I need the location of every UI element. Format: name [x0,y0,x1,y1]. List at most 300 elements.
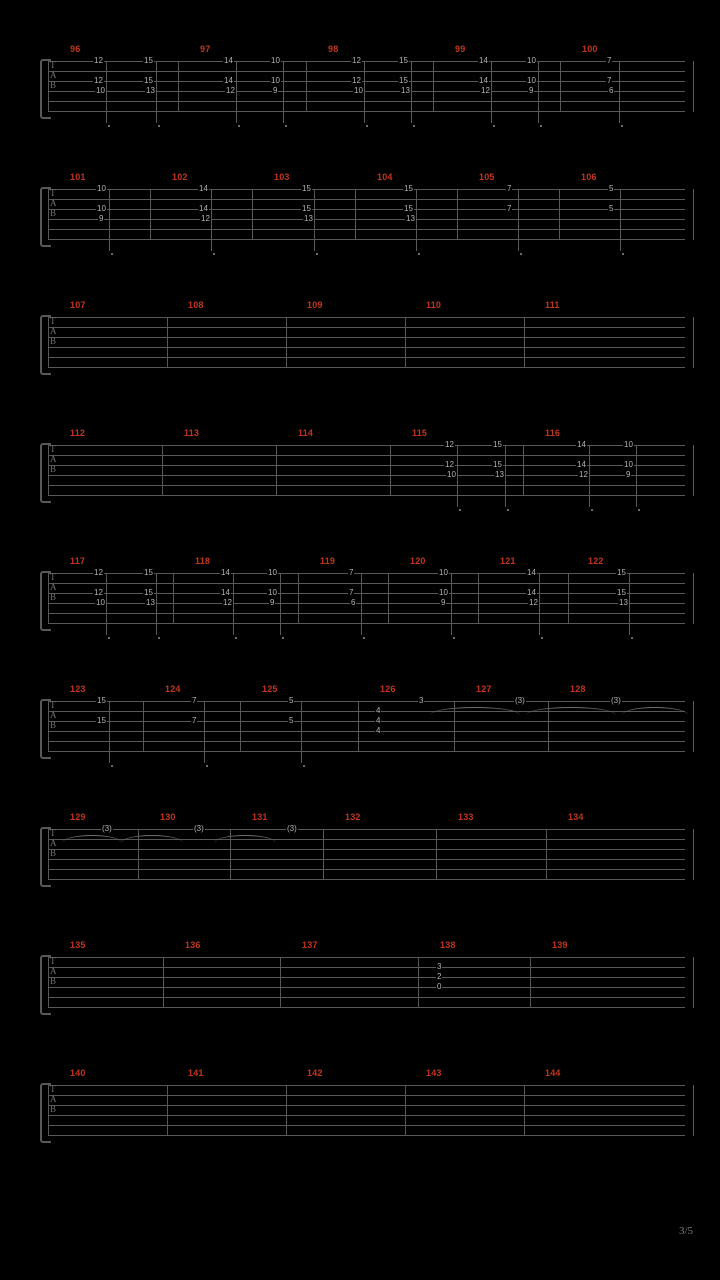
rhythm-dot [238,125,240,127]
barline [560,61,561,112]
tab-staff [40,56,685,119]
rhythm-dot [418,253,420,255]
staff-line [48,1115,685,1116]
fret-number: 12 [529,598,538,607]
tab-clef: T A B [50,188,57,218]
rhythm-dot [282,637,284,639]
measure-number: 129 [70,812,86,822]
note-stem [416,189,417,251]
tab-system [40,1068,685,1143]
measure-number: 106 [581,172,597,182]
rhythm-dot [520,253,522,255]
fret-number: 15 [97,716,106,725]
fret-number: (3) [194,824,204,833]
tab-clef: T A B [50,956,57,986]
measure-number: 144 [545,1068,561,1078]
fret-number: 6 [351,598,356,607]
fret-number: 15 [404,184,413,193]
measure-number: 100 [582,44,598,54]
measure-number: 127 [476,684,492,694]
note-stem [106,61,107,123]
barline [240,701,241,752]
fret-number: (3) [611,696,621,705]
rhythm-dot [363,637,365,639]
barline [693,189,694,240]
note-stem [505,445,506,507]
note-stem [538,61,539,123]
note-stem [109,701,110,763]
fret-number: 12 [445,440,454,449]
tab-system [40,684,685,759]
fret-number: 7 [507,204,512,213]
fret-number: 10 [439,568,448,577]
fret-number: 12 [94,76,103,85]
staff-line [48,229,685,230]
measure-number: 132 [345,812,361,822]
staff-line [48,71,685,72]
barline [358,701,359,752]
fret-number: 14 [577,460,586,469]
fret-number: 15 [144,568,153,577]
fret-number: 14 [199,184,208,193]
rhythm-dot [158,125,160,127]
fret-number: 12 [352,56,361,65]
barline [457,189,458,240]
fret-number: 7 [192,696,197,705]
staff-line [48,613,685,614]
fret-number: 15 [302,204,311,213]
note-stem [518,189,519,251]
fret-number: 7 [607,76,612,85]
measure-number: 113 [184,428,200,438]
fret-number: 10 [354,86,363,95]
measure-number-row [40,1068,685,1082]
fret-number: 9 [273,86,278,95]
rhythm-dot [638,509,640,511]
barline [530,957,531,1008]
fret-number: 12 [94,568,103,577]
fret-number: 12 [223,598,232,607]
fret-number: 3 [437,962,442,971]
fret-number: 14 [577,440,586,449]
rhythm-dot [493,125,495,127]
fret-number: 5 [289,716,294,725]
tab-system [40,556,685,631]
measure-number-row [40,556,685,570]
barline [48,573,49,624]
tab-clef: T A B [50,828,57,858]
fret-number: 14 [479,56,488,65]
fret-number: 10 [268,588,277,597]
barline [418,957,419,1008]
fret-number: 12 [226,86,235,95]
fret-number: 14 [527,568,536,577]
rhythm-dot [285,125,287,127]
fret-number: 10 [271,76,280,85]
measure-number: 109 [307,300,323,310]
barline [48,61,49,112]
measure-number: 121 [500,556,516,566]
measure-number: 118 [195,556,211,566]
fret-number: 13 [304,214,313,223]
note-stem [314,189,315,251]
measure-number: 142 [307,1068,323,1078]
fret-number: 9 [529,86,534,95]
fret-number: 15 [493,460,502,469]
measure-number-row [40,940,685,954]
tab-staff [40,696,685,759]
barline [280,957,281,1008]
measure-number: 125 [262,684,278,694]
note-stem [457,445,458,507]
staff-line [48,957,685,958]
barline [48,701,49,752]
measure-number: 107 [70,300,86,310]
rhythm-dot [631,637,633,639]
fret-number: 14 [224,76,233,85]
fret-number: 13 [619,598,628,607]
fret-number: 10 [271,56,280,65]
measure-number-row [40,172,685,186]
fret-number: 5 [289,696,294,705]
staff-lines [48,957,685,1008]
staff-line [48,829,685,830]
barline [693,573,694,624]
fret-number: 10 [439,588,448,597]
staff-lines [48,573,685,624]
tab-staff [40,440,685,503]
barline [693,61,694,112]
measure-number-row [40,44,685,58]
barline [478,573,479,624]
barline [693,957,694,1008]
barline [405,1085,406,1136]
tab-clef: T A B [50,60,57,90]
note-stem [236,61,237,123]
measure-number: 101 [70,172,86,182]
barline [433,61,434,112]
staff-line [48,357,685,358]
fret-number: 7 [607,56,612,65]
staff-lines [48,61,685,112]
fret-number: 12 [94,588,103,597]
note-stem [364,61,365,123]
barline [546,829,547,880]
barline [178,61,179,112]
fret-number: 12 [445,460,454,469]
note-stem [411,61,412,123]
measure-number: 137 [302,940,318,950]
fret-number: (3) [287,824,297,833]
fret-number: 10 [527,76,536,85]
rhythm-dot [108,125,110,127]
staff-line [48,327,685,328]
measure-number: 111 [545,300,560,310]
note-stem [636,445,637,507]
fret-number: 15 [144,56,153,65]
fret-number: 15 [493,440,502,449]
rhythm-dot [621,125,623,127]
staff-line [48,1085,685,1086]
barline [48,1085,49,1136]
tab-staff [40,568,685,631]
staff-lines [48,189,685,240]
fret-number: 14 [479,76,488,85]
note-stem [301,701,302,763]
barline [162,445,163,496]
measure-number: 124 [165,684,181,694]
measure-number: 131 [252,812,268,822]
rhythm-dot [591,509,593,511]
fret-number: 4 [376,716,381,725]
rhythm-dot [111,253,113,255]
measure-number: 140 [70,1068,86,1078]
measure-number: 112 [70,428,86,438]
measure-number: 108 [188,300,204,310]
barline [48,445,49,496]
staff-line [48,347,685,348]
note-stem [204,701,205,763]
fret-number: 15 [617,568,626,577]
measure-number: 135 [70,940,86,950]
fret-number: 10 [447,470,456,479]
barline [252,189,253,240]
staff-line [48,967,685,968]
fret-number: 9 [270,598,275,607]
note-stem [451,573,452,635]
fret-number: 4 [376,726,381,735]
staff-lines [48,317,685,368]
measure-number: 117 [70,556,86,566]
measure-number: 116 [545,428,561,438]
barline [405,317,406,368]
staff-line [48,209,685,210]
measure-number: 114 [298,428,314,438]
rhythm-dot [541,637,543,639]
note-stem [491,61,492,123]
measure-number: 134 [568,812,584,822]
staff-line [48,367,685,368]
measure-number-row [40,300,685,314]
tab-system [40,940,685,1015]
barline [276,445,277,496]
staff-line [48,199,685,200]
fret-number: 10 [96,86,105,95]
staff-line [48,189,685,190]
tab-system [40,172,685,247]
tab-staff [40,1085,685,1143]
barline [568,573,569,624]
fret-number: 15 [144,588,153,597]
staff-line [48,583,685,584]
tab-clef: T A B [50,700,57,730]
barline [143,701,144,752]
tab-staff [40,317,685,375]
rhythm-dot [111,765,113,767]
fret-number: 12 [94,56,103,65]
measure-number: 98 [328,44,339,54]
measure-number: 128 [570,684,586,694]
measure-number: 96 [70,44,81,54]
fret-number: 13 [406,214,415,223]
measure-number: 143 [426,1068,442,1078]
rhythm-dot [507,509,509,511]
fret-number: 13 [146,598,155,607]
measure-number: 141 [188,1068,204,1078]
fret-number: 13 [495,470,504,479]
fret-number: (3) [102,824,112,833]
staff-line [48,997,685,998]
barline [436,829,437,880]
rhythm-dot [540,125,542,127]
measure-number-row [40,428,685,442]
fret-number: 14 [221,568,230,577]
note-stem [620,189,621,251]
fret-number: 10 [97,184,106,193]
fret-number: 3 [419,696,424,705]
tab-clef: T A B [50,1084,57,1114]
barline [388,573,389,624]
barline [286,317,287,368]
tab-clef: T A B [50,444,57,474]
barline [298,573,299,624]
note-stem [211,189,212,251]
staff-line [48,317,685,318]
fret-number: 9 [441,598,446,607]
tab-staff [40,184,685,247]
fret-number: 15 [302,184,311,193]
barline [150,189,151,240]
measure-number: 126 [380,684,396,694]
rhythm-dot [316,253,318,255]
note-stem [233,573,234,635]
fret-number: 15 [144,76,153,85]
staff-line [48,869,685,870]
barline [693,317,694,368]
measure-number: 122 [588,556,604,566]
barline [524,1085,525,1136]
fret-number: 15 [399,76,408,85]
staff-line [48,111,685,112]
rhythm-dot [108,637,110,639]
fret-number: (3) [515,696,525,705]
fret-number: 15 [617,588,626,597]
measure-number: 133 [458,812,474,822]
barline [524,317,525,368]
fret-number: 15 [404,204,413,213]
measure-number: 139 [552,940,568,950]
fret-number: 10 [624,440,633,449]
staff-lines [48,1085,685,1136]
rhythm-dot [213,253,215,255]
staff-line [48,859,685,860]
tab-system [40,428,685,503]
tab-clef: T A B [50,572,57,602]
barline [523,445,524,496]
fret-number: 12 [579,470,588,479]
fret-number: 4 [376,706,381,715]
measure-number: 136 [185,940,201,950]
rhythm-dot [622,253,624,255]
measure-number: 115 [412,428,428,438]
fret-number: 7 [192,716,197,725]
barline [167,1085,168,1136]
note-stem [283,61,284,123]
note-stem [619,61,620,123]
fret-number: 14 [224,56,233,65]
fret-number: 14 [221,588,230,597]
measure-number: 99 [455,44,466,54]
staff-line [48,603,685,604]
staff-line [48,101,685,102]
barline [693,445,694,496]
fret-number: 9 [626,470,631,479]
barline [163,957,164,1008]
fret-number: 15 [97,696,106,705]
barline [306,61,307,112]
fret-number: 14 [199,204,208,213]
barline [286,1085,287,1136]
barline [355,189,356,240]
rhythm-dot [206,765,208,767]
measure-number: 104 [377,172,393,182]
fret-number: 7 [507,184,512,193]
rhythm-dot [453,637,455,639]
note-stem [589,445,590,507]
note-stem [361,573,362,635]
staff-line [48,219,685,220]
tab-staff [40,957,685,1015]
staff-line [48,1007,685,1008]
barline [693,1085,694,1136]
fret-number: 10 [624,460,633,469]
staff-line [48,849,685,850]
rhythm-dot [366,125,368,127]
measure-number: 102 [172,172,188,182]
page-number: 3/5 [678,1225,693,1237]
staff-line [48,987,685,988]
fret-number: 7 [349,588,354,597]
barline [48,957,49,1008]
measure-number: 123 [70,684,86,694]
staff-line [48,1125,685,1126]
fret-number: 10 [527,56,536,65]
barline [390,445,391,496]
tab-system [40,44,685,119]
staff-line [48,337,685,338]
note-stem [156,61,157,123]
measure-number: 138 [440,940,456,950]
measure-number: 105 [479,172,495,182]
rhythm-dot [459,509,461,511]
fret-number: 13 [146,86,155,95]
fret-number: 0 [437,982,442,991]
fret-number: 12 [352,76,361,85]
barline [693,829,694,880]
staff-line [48,1105,685,1106]
fret-number: 5 [609,204,614,213]
rhythm-dot [158,637,160,639]
fret-number: 10 [268,568,277,577]
tab-system [40,300,685,375]
staff-line [48,977,685,978]
staff-line [48,879,685,880]
barline [48,189,49,240]
staff-line [48,623,685,624]
tab-staff [40,824,685,887]
barline [48,829,49,880]
fret-number: 5 [609,184,614,193]
